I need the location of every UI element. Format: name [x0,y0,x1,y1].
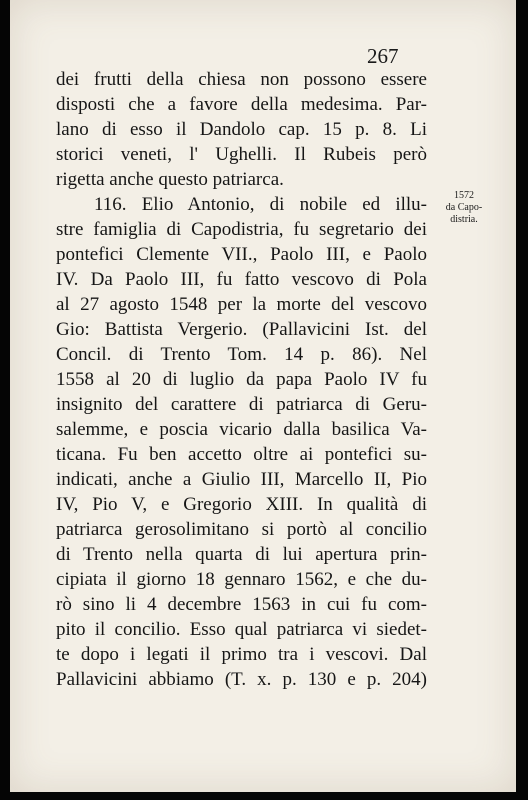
text-line: Gio: Battista Vergerio. (Pallavicini Ist. del [56,319,427,340]
margin-note-year: 1572 [454,190,474,201]
book-page [10,0,516,792]
text-line: IV, Pio V, e Gregorio XIII. In qualità di [56,494,427,515]
margin-note-line: da Capo- [445,202,483,213]
text-line: cipiata il giorno 18 gennaro 1562, e che du- [56,569,427,590]
text-line: indicati, anche a Giulio III, Marcello II, Pio [56,469,427,490]
text-line: di Trento nella quarta di lui apertura prin- [56,544,427,565]
text-line: stre famiglia di Capodistria, fu segretario dei [56,219,427,240]
text-line: 116. Elio Antonio, di nobile ed illu- [94,194,427,215]
text-line: rò sino li 4 decembre 1563 in cui fu com- [56,594,427,615]
text-line: Pallavicini abbiamo (T. x. p. 130 e p. 204) [56,669,427,690]
text-line: 1558 al 20 di luglio da papa Paolo IV fu [56,369,427,390]
text-line: te dopo i legati il primo tra i vescovi. Dal [56,644,427,665]
page-number: 267 [367,44,399,68]
text-line: patriarca gerosolimitano si portò al concilio [56,519,427,540]
text-line: dei frutti della chiesa non possono essere [56,69,427,90]
text-line: IV. Da Paolo III, fu fatto vescovo di Pola [56,269,427,290]
text-line: ticana. Fu ben accetto oltre ai pontefici su- [56,444,427,465]
margin-note-line: distria. [450,214,478,225]
text-line: Concil. di Trento Tom. 14 p. 86). Nel [56,344,427,365]
text-line: al 27 agosto 1548 per la morte del vescovo [56,294,427,315]
text-line: rigetta anche questo patriarca. [56,169,284,190]
margin-note [429,190,499,226]
text-line: pito il concilio. Esso qual patriarca vi siedet- [56,619,427,640]
text-line: salemme, e poscia vicario dalla basilica Va- [56,419,427,440]
text-line: disposti che a favore della medesima. Par- [56,94,427,115]
text-line: lano di esso il Dandolo cap. 15 p. 8. Li [56,119,427,140]
text-line: insignito del carattere di patriarca di Geru- [56,394,427,415]
text-line: pontefici Clemente VII., Paolo III, e Paolo [56,244,427,265]
text-line: storici veneti, l' Ughelli. Il Rubeis però [56,144,427,165]
